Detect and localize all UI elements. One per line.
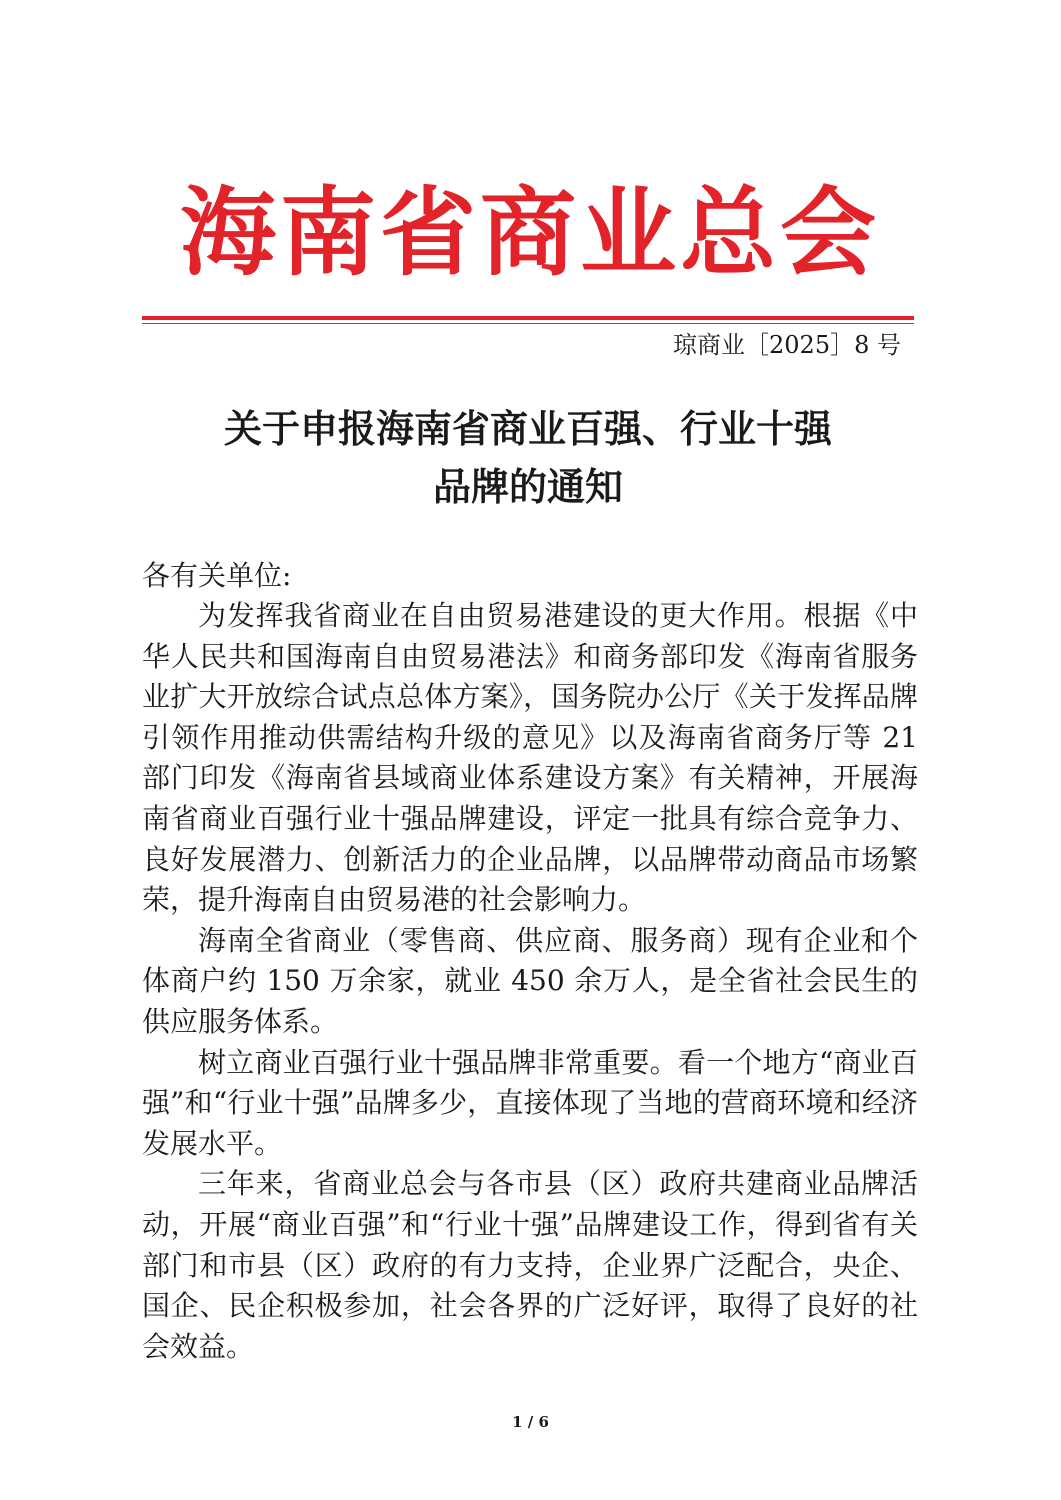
body-paragraph: 海南全省商业（零售商、供应商、服务商）现有企业和个体商户约 150 万余家，就业 450 余万人，是全省社会民生的供应服务体系。	[142, 923, 918, 1038]
document-number: 琼商业［2025］8 号	[673, 331, 901, 359]
salutation: 各有关单位:	[142, 559, 292, 592]
body-paragraph: 为发挥我省商业在自由贸易港建设的更大作用。根据《中华人民共和国海南自由贸易港法》和商务部印发《海南省服务业扩大开放综合试点总体方案》，国务院办公厅《关于发挥品牌引领作用推动供需结构升级的意见》以及海南省商务厅等 21 部门印发《海南省县域商业体系建设方案》有关精神，开展海南省商业百强行业十强品牌建设，评定一批具有综合竞争力、良好发展潜力、创新活力的企业品牌，以品牌带动商品市场繁荣，提升海南自由贸易港的社会影响力。	[142, 599, 918, 917]
letterhead-red-rule-thick	[142, 316, 914, 320]
organization-letterhead: 海南省商业总会	[180, 177, 880, 289]
document-body	[142, 596, 918, 1367]
document-title-line-1: 关于申报海南省商业百强、行业十强	[223, 406, 832, 451]
letterhead-red-rule-thin	[142, 323, 914, 324]
page-number: 1 / 6	[512, 1413, 549, 1431]
body-paragraph: 三年来，省商业总会与各市县（区）政府共建商业品牌活动，开展“商业百强”和“行业十强”品牌建设工作，得到省有关部门和市县（区）政府的有力支持，企业界广泛配合，央企、国企、民企积极参加，社会各界的广泛好评，取得了良好的社会效益。	[142, 1167, 918, 1363]
document-title-line-2: 品牌的通知	[432, 464, 623, 509]
body-paragraph: 树立商业百强行业十强品牌非常重要。看一个地方“商业百强”和“行业十强”品牌多少，直接体现了当地的营商环境和经济发展水平。	[142, 1045, 918, 1160]
